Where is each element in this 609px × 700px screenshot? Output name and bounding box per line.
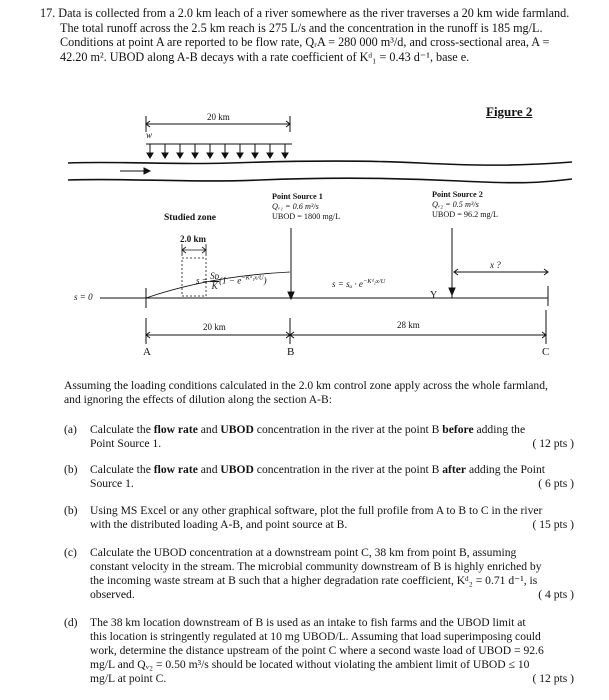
question-b-plot: (b) Using MS Excel or any other graphical software, plot the full profile from A to B to C in the river with the distributed loading A-B, and point source at B. ( 15 pts ) bbox=[64, 504, 574, 531]
point-source-1-title: Point Source 1 bbox=[272, 192, 323, 201]
figure-caption: Figure 2 bbox=[486, 104, 533, 119]
river-bank-top bbox=[68, 161, 572, 165]
question-points: ( 6 pts ) bbox=[538, 477, 574, 490]
assumption-line-1: Assuming the loading conditions calculated in the 2.0 km control zone apply across the whole farmland, bbox=[64, 379, 548, 392]
y-label: Y bbox=[430, 290, 438, 301]
decay-equation: $s = s_o \cdot e^{-Kᵈ_2x/U}$ bbox=[332, 278, 386, 289]
question-points: ( 12 pts ) bbox=[532, 672, 574, 685]
question-b: (b) Calculate the flow rate and UBOD concentration in the river at the point B after adding the Point Source 1. ( 6 pts ) bbox=[64, 463, 574, 490]
assumptions bbox=[64, 379, 574, 407]
question-label: (c) bbox=[64, 546, 77, 559]
question-points: ( 4 pts ) bbox=[538, 588, 574, 601]
point-a-label: A bbox=[143, 346, 151, 358]
question-label: (b) bbox=[64, 463, 78, 476]
point-source-1-flow: Qᵥ₁ = 0.6 m³/s bbox=[272, 202, 319, 211]
river-bank-bottom bbox=[68, 178, 572, 183]
point-source-1-info bbox=[272, 192, 340, 222]
question-label: (b) bbox=[64, 504, 78, 517]
point-source-1-ubod: UBOD = 1800 mg/L bbox=[272, 212, 341, 221]
problem-line-3: Conditions at point A are reported to be flow rate, QᵣA = 280 000 m³/d, and cross-sectional area, A = bbox=[60, 35, 550, 49]
point-source-2-title: Point Source 2 bbox=[432, 190, 483, 199]
flow-arrow bbox=[120, 168, 150, 174]
question-label: (a) bbox=[64, 423, 77, 436]
point-source-2-info bbox=[432, 190, 498, 220]
question-d: (d) The 38 km location downstream of B is used as an intake to fish farms and the UBOD limit at this location is stringently regulated at 10 mg UBOD/L. Assuming that load superimposing could work, determine the distance upstream of the point C where a second waste load of UBOD = 92.6 mg/L and Qᵥ₂ = 0.50 m³/s should be located without violating the ambient limit of UBOD ≤ 10 mg/L at point C. ( 12 pts ) bbox=[64, 616, 574, 685]
problem-line-2: The total runoff across the 2.5 km reach is 275 L/s and the concentration in the runoff is 185 mg/L. bbox=[60, 20, 543, 35]
x-label: x ? bbox=[490, 260, 501, 270]
problem-number: 17. bbox=[40, 6, 56, 20]
point-c-label: C bbox=[542, 346, 550, 358]
question-a: (a) Calculate the flow rate and UBOD concentration in the river at the point B before adding the Point Source 1. ( 12 pts ) bbox=[64, 423, 574, 450]
problem-line-4: 42.20 m². UBOD along A-B decays with a rate coefficient of Kᵈ₁ = 0.43 d⁻¹, base e. bbox=[60, 49, 470, 64]
s0-label: s = 0 bbox=[74, 292, 93, 302]
question-c: (c) Calculate the UBOD concentration at a downstream point C, 38 km from point B, assuming constant velocity in the stream. The microbial community downstream of B is highly enriched by the incoming waste stream at B such that a higher degradation rate coefficient, Kᵈ₂ = 0.71 d⁻¹, is observed. ( 4 pts ) bbox=[64, 546, 574, 601]
buildup-equation: s = $\frac{\text{Sᴅ}}{K}$ $(1 - e^{-Kᵈ_1x/U})$ bbox=[196, 271, 267, 291]
point-source-2-ubod: UBOD = 96.2 mg/L bbox=[432, 210, 499, 219]
runoff-arrows bbox=[147, 144, 288, 158]
problem-line-1: 17. Data is collected from a 2.0 km leach of a river somewhere as the river traverses a 20 km wide farmland. bbox=[40, 6, 570, 20]
studied-zone-label: Studied zone bbox=[164, 213, 216, 223]
question-points: ( 15 pts ) bbox=[532, 518, 574, 531]
width-label: 20 km bbox=[207, 112, 230, 122]
point-b-label: B bbox=[287, 346, 295, 358]
point-source-2-flow: Qᵥ₂ = 0.5 m³/s bbox=[432, 200, 479, 209]
question-points: ( 12 pts ) bbox=[532, 437, 574, 450]
w-label: w bbox=[146, 130, 153, 140]
assumption-line-2: and ignoring the effects of dilution along the section A-B: bbox=[64, 393, 332, 406]
distance-bc-label: 28 km bbox=[397, 320, 420, 330]
distance-ab-label: 20 km bbox=[203, 322, 226, 332]
question-label: (d) bbox=[64, 616, 78, 629]
control-zone-label: 2.0 km bbox=[180, 234, 207, 244]
